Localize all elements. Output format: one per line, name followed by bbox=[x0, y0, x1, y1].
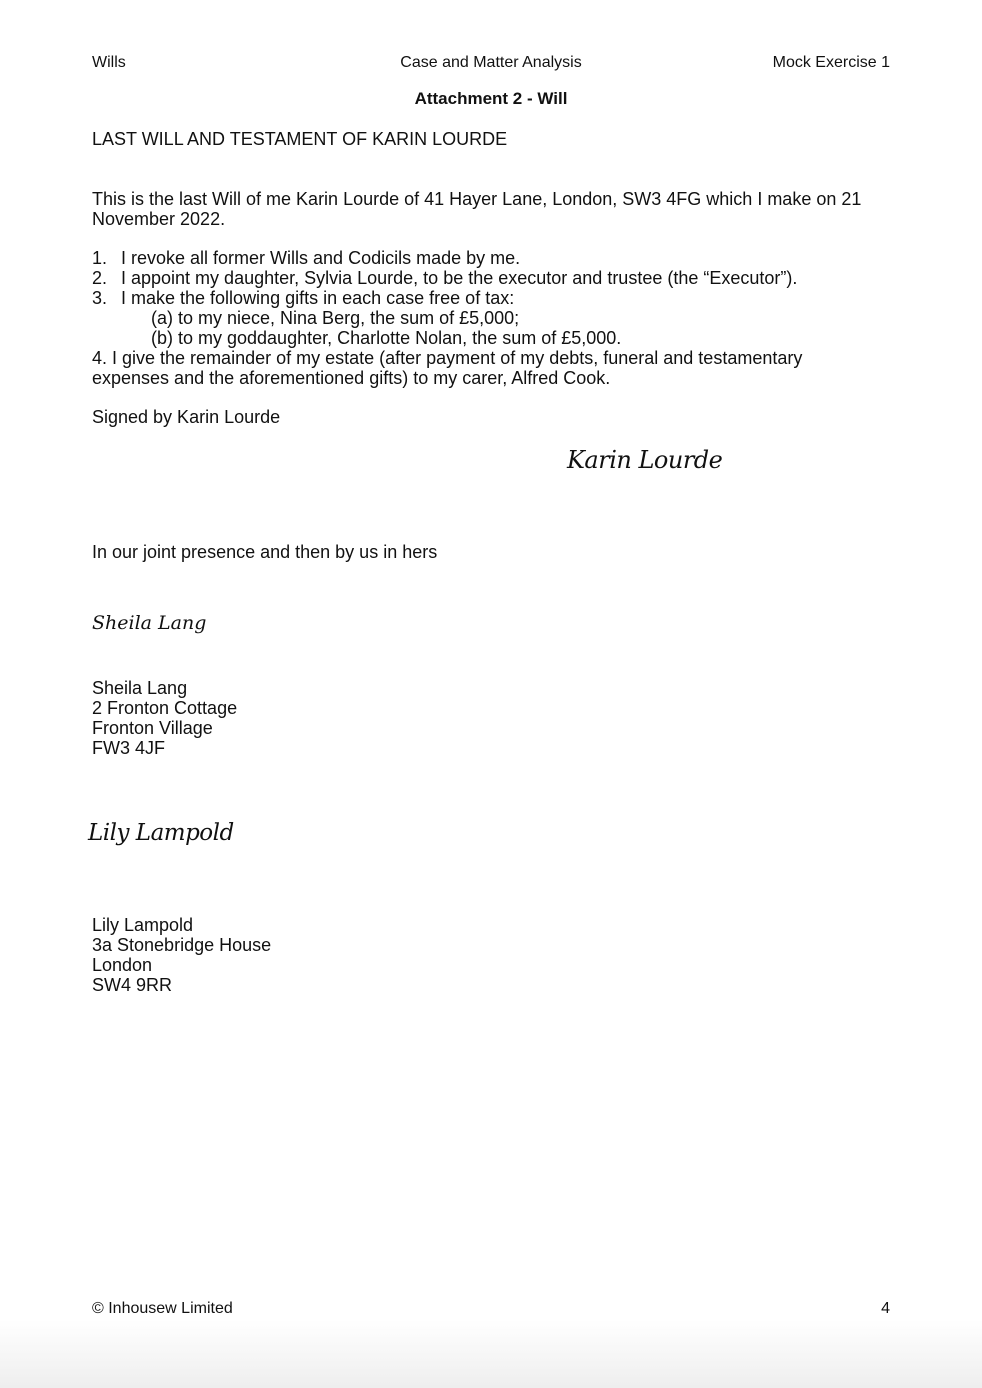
clause-number: 2. bbox=[92, 268, 108, 288]
gift-item: (b) to my goddaughter, Charlotte Nolan, the sum of £5,000. bbox=[151, 328, 622, 348]
header-left: Wills bbox=[92, 54, 126, 71]
header-right: Mock Exercise 1 bbox=[772, 54, 890, 71]
clause-text: I make the following gifts in each case free of tax: bbox=[121, 288, 515, 308]
header-center: Case and Matter Analysis bbox=[400, 54, 582, 71]
clause-4-line-2: expenses and the aforementioned gifts) to my carer, Alfred Cook. bbox=[92, 368, 611, 388]
clause-text: I appoint my daughter, Sylvia Lourde, to be the executor and trustee (the “Executor”). bbox=[121, 268, 798, 288]
address-line: Sheila Lang bbox=[92, 678, 188, 698]
footer-page-number: 4 bbox=[881, 1300, 890, 1317]
will-title: LAST WILL AND TESTAMENT OF KARIN LOURDE bbox=[92, 129, 508, 149]
gift-item: (a) to my niece, Nina Berg, the sum of £5,000; bbox=[151, 308, 520, 328]
intro-paragraph bbox=[92, 189, 892, 229]
address-line: SW4 9RR bbox=[92, 975, 173, 995]
witness-1-address bbox=[92, 678, 892, 758]
clause-number: 1. bbox=[92, 248, 108, 268]
address-line: 2 Fronton Cottage bbox=[92, 698, 238, 718]
testator-signature: Karin Lourde bbox=[567, 446, 723, 474]
address-line: Lily Lampold bbox=[92, 915, 194, 935]
attachment-title: Attachment 2 - Will bbox=[414, 89, 568, 108]
witness-2-address bbox=[92, 915, 892, 995]
signed-by: Signed by Karin Lourde bbox=[92, 407, 281, 427]
attestation-clause: In our joint presence and then by us in hers bbox=[92, 542, 438, 562]
intro-line-2: November 2022. bbox=[92, 209, 226, 229]
clause-item bbox=[92, 248, 892, 268]
clause-4-line-1: 4. I give the remainder of my estate (after payment of my debts, funeral and testamentary bbox=[92, 348, 803, 368]
clauses-list bbox=[92, 248, 892, 388]
address-line: London bbox=[92, 955, 153, 975]
clause-number: 3. bbox=[92, 288, 108, 308]
address-line: 3a Stonebridge House bbox=[92, 935, 272, 955]
clause-text: I revoke all former Wills and Codicils made by me. bbox=[121, 248, 521, 268]
intro-line-1: This is the last Will of me Karin Lourde of 41 Hayer Lane, London, SW3 4FG which I make on 21 bbox=[92, 189, 862, 209]
address-line: Fronton Village bbox=[92, 718, 213, 738]
clause-item bbox=[92, 288, 892, 308]
clause-item bbox=[92, 268, 892, 288]
footer-copyright: © Inhousew Limited bbox=[92, 1300, 233, 1317]
witness-1-signature: Sheila Lang bbox=[92, 612, 207, 634]
witness-2-signature: Lily Lampold bbox=[88, 820, 234, 846]
address-line: FW3 4JF bbox=[92, 738, 166, 758]
